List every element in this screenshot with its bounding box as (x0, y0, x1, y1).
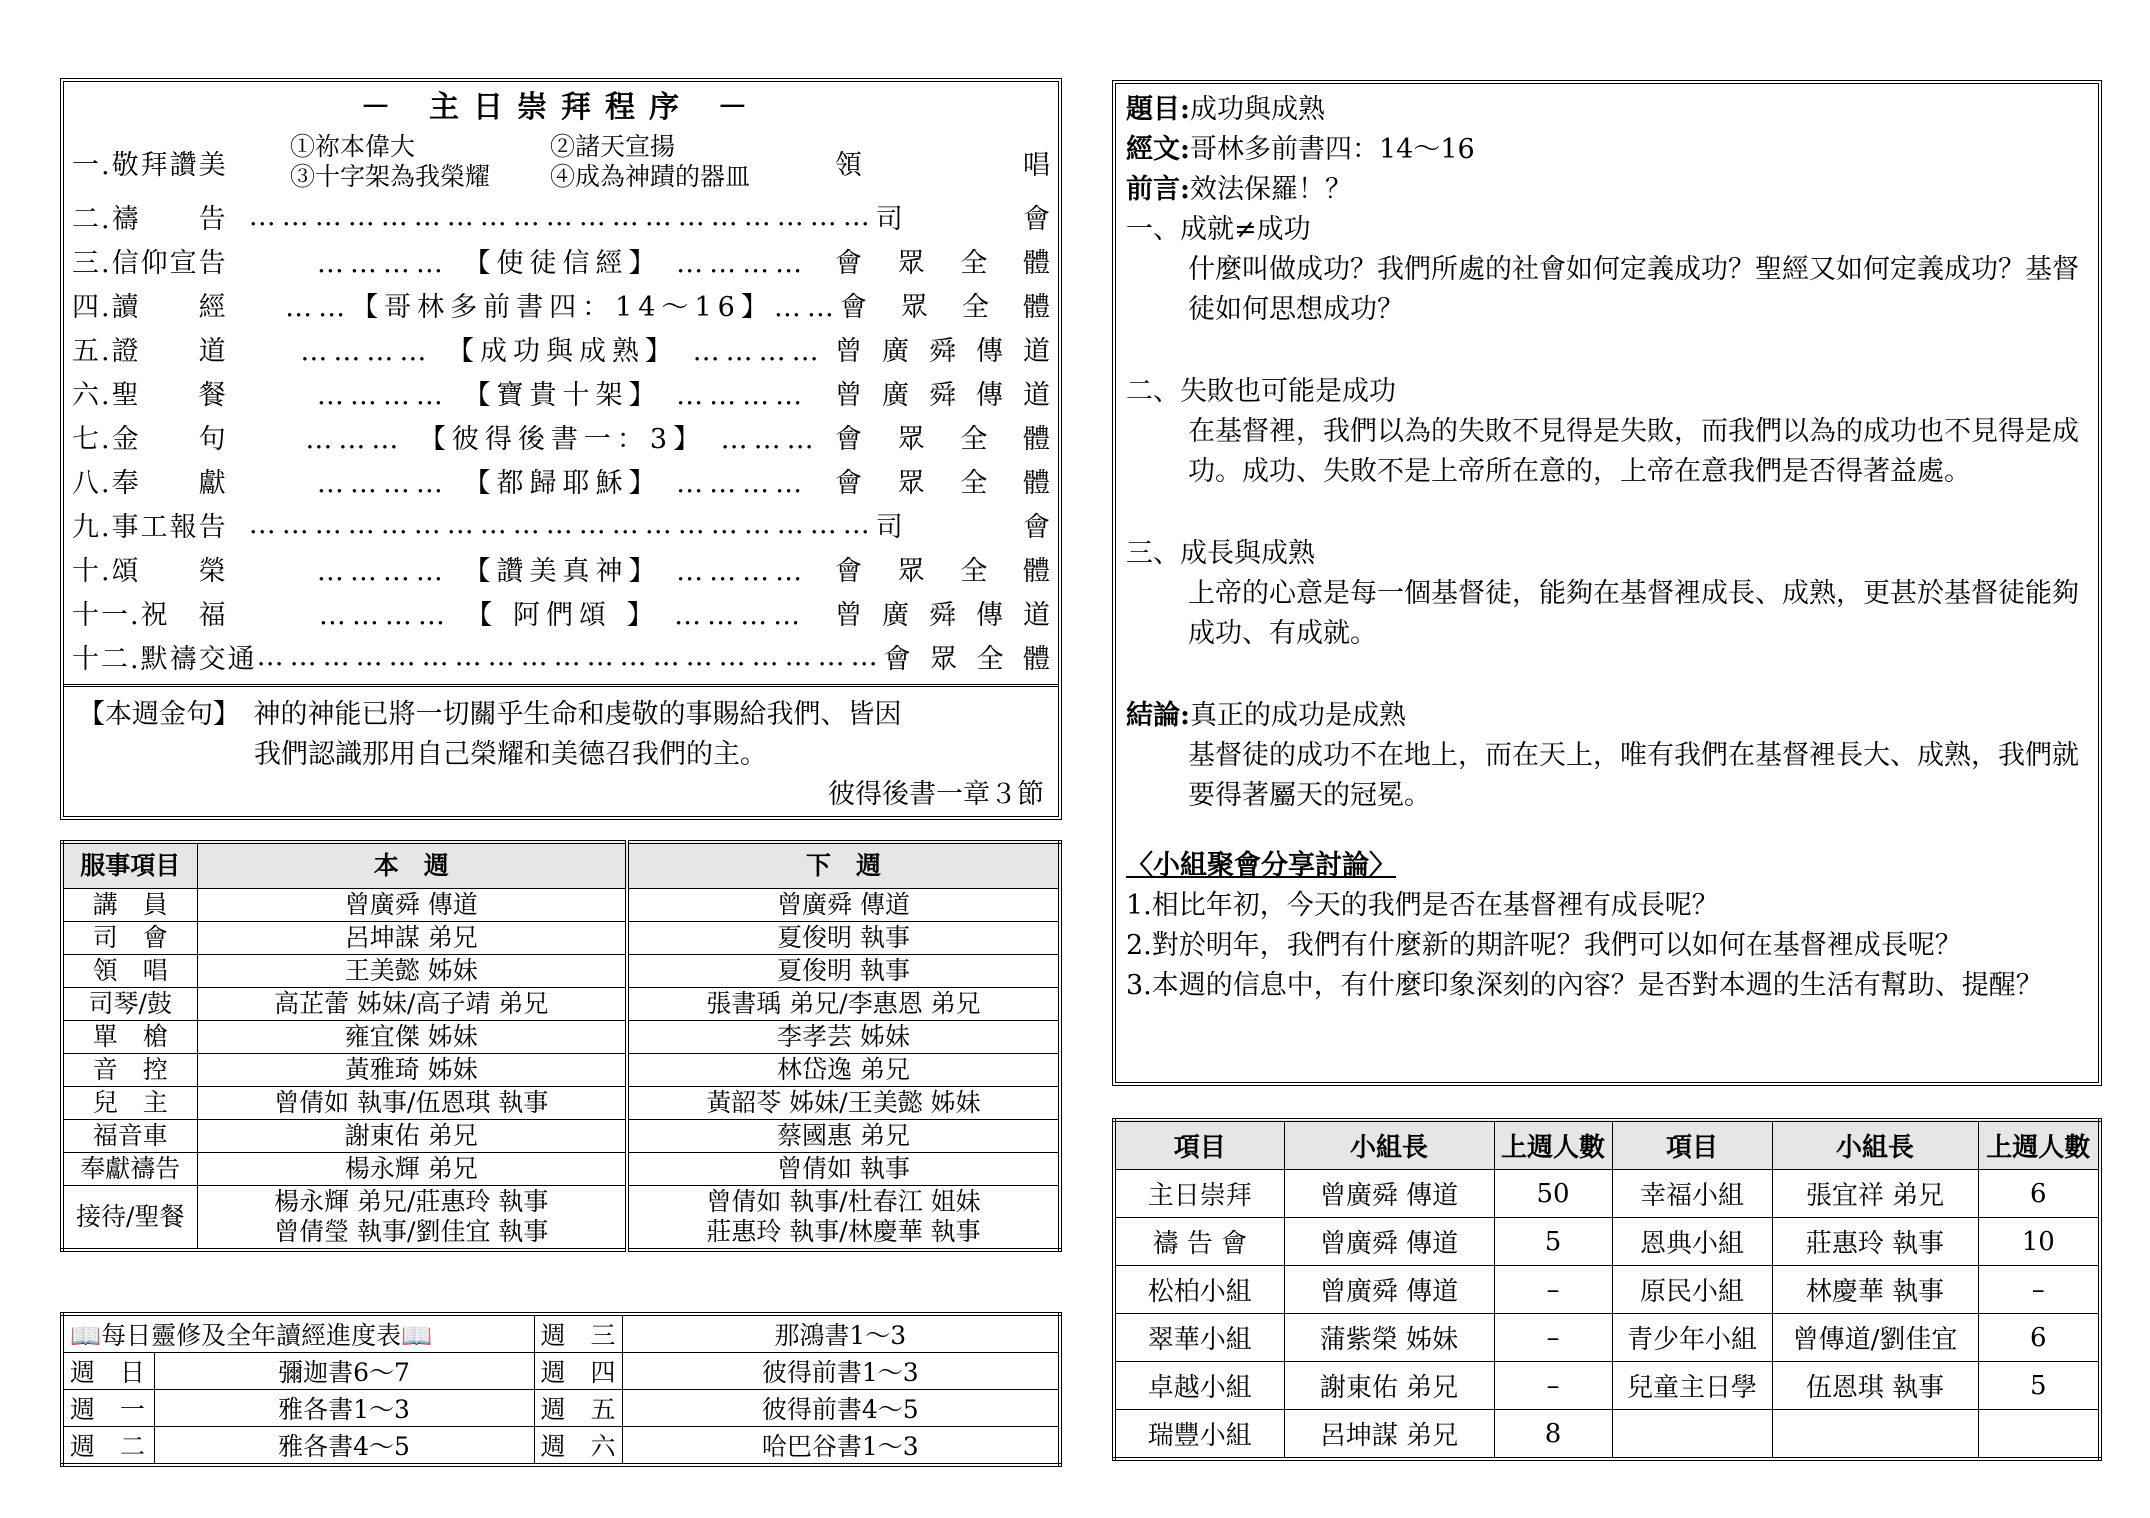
order-item-who: 會眾全體 (835, 423, 1050, 455)
order-item-content: ………… 【成功與成熟】 ………… (300, 335, 825, 367)
table-cell: – (1494, 1362, 1612, 1410)
table-cell: 領 唱 (62, 955, 197, 988)
reading-plan-title: 📖每日靈修及全年讀經進度表📖 (62, 1314, 534, 1353)
conclusion-label: 結論: (1126, 700, 1190, 731)
table-cell: 週 二 (62, 1427, 154, 1466)
order-item-who: 會眾全體 (835, 555, 1050, 587)
table-cell: 接待/聖餐 (62, 1186, 197, 1251)
table-cell: 8 (1494, 1410, 1612, 1460)
table-cell: – (1494, 1266, 1612, 1314)
order-item-who: 曾廣舜傳道 (835, 599, 1050, 631)
order-item-content: ………………………………………………… (256, 640, 884, 672)
table-row (1114, 1410, 2100, 1460)
table-cell: 司琴/鼓 (62, 988, 197, 1021)
sermon-conclusion (1126, 696, 2088, 736)
table-cell: 曾廣舜 傳道 (197, 889, 627, 922)
order-item-worship (72, 130, 1050, 194)
order-item-who: 會眾全體 (883, 643, 1050, 675)
table-cell: 謝東佑 弟兄 (197, 1120, 627, 1153)
order-item-label: 四.讀 經 (72, 291, 228, 323)
order-item-label: 六.聖 餐 (72, 379, 228, 411)
table-cell: 兒童主日學 (1612, 1362, 1772, 1410)
table-cell: 曾廣舜 傳道 (1284, 1218, 1494, 1266)
table-cell: 曾倩如 執事/伍恩琪 執事 (197, 1087, 627, 1120)
hymn-1: ①祢本偉大 (290, 132, 416, 161)
order-item-content: ………………………………………………… (248, 200, 876, 232)
table-cell: 福音車 (62, 1120, 197, 1153)
group-attendance-table (1112, 1118, 2102, 1461)
table-cell: 10 (1978, 1218, 2100, 1266)
table-cell: 黃韶苓 姊妹/王美懿 姊妹 (627, 1087, 1060, 1120)
table-cell: 瑞豐小組 (1114, 1410, 1284, 1460)
order-item (72, 414, 1050, 458)
order-item-who: 曾廣舜傳道 (835, 379, 1050, 411)
point-1-body: 什麼叫做成功？我們所處的社會如何定義成功？聖經又如何定義成功？基督徒如何思想成功？ (1188, 254, 2079, 325)
order-item (72, 282, 1050, 326)
table-cell: 50 (1494, 1170, 1612, 1218)
table-cell: 蔡國惠 弟兄 (627, 1120, 1060, 1153)
sermon-intro (1126, 170, 2088, 210)
table-cell: 雅各書1～3 (154, 1390, 534, 1427)
worship-order-panel (60, 78, 1062, 820)
table-cell: 青少年小組 (1612, 1314, 1772, 1362)
table-cell: 卓越小組 (1114, 1362, 1284, 1410)
table-cell: 呂坤謀 弟兄 (197, 922, 627, 955)
order-item-label: 九.事工報告 (72, 511, 228, 543)
table-cell: 翠華小組 (1114, 1314, 1284, 1362)
hymn-2: ②諸天宣揚 (550, 132, 676, 161)
table-cell: 司 會 (62, 922, 197, 955)
column-header: 服事項目 (62, 842, 197, 889)
point-2-heading: 二、失敗也可能是成功 (1126, 376, 1396, 407)
column-header: 項目 (1612, 1120, 1772, 1170)
reading-day: 週 三 (534, 1314, 622, 1353)
table-cell: 單 槍 (62, 1021, 197, 1054)
table-cell: 週 日 (62, 1353, 154, 1390)
table-cell: 週 六 (534, 1427, 622, 1466)
topic-label: 題目: (1126, 94, 1190, 125)
table-cell: 林慶華 執事 (1772, 1266, 1978, 1314)
table-row (62, 1186, 1060, 1251)
order-item-label: 八.奉 獻 (72, 467, 228, 499)
order-item-content: ……… 【彼得後書一：3】 ……… (305, 423, 820, 455)
table-cell: 彼得前書4～5 (622, 1390, 1060, 1427)
column-header: 小組長 (1284, 1120, 1494, 1170)
table-cell: 曾倩如 執事 (627, 1153, 1060, 1186)
table-cell: 奉獻禱告 (62, 1153, 197, 1186)
table-header-row (62, 842, 1060, 889)
order-item-label: 十一.祝 福 (72, 599, 228, 631)
table-cell: 6 (1978, 1314, 2100, 1362)
order-item-content: ………… 【 阿們頌 】 ………… (318, 599, 807, 631)
table-cell: 週 一 (62, 1390, 154, 1427)
verse-label: 【本週金句】 (78, 699, 227, 730)
column-header: 上週人數 (1978, 1120, 2100, 1170)
table-cell: 松柏小組 (1114, 1266, 1284, 1314)
table-row (1114, 1170, 2100, 1218)
reading-plan-table (60, 1312, 1062, 1467)
table-row (62, 1353, 1060, 1390)
table-cell: 高芷蕾 姊妹/高子靖 弟兄 (197, 988, 627, 1021)
table-row (62, 1054, 1060, 1087)
order-item-label: 十.頌 榮 (72, 555, 228, 587)
table-cell: 夏俊明 執事 (627, 955, 1060, 988)
verse-reference: 彼得後書一章３節 (828, 779, 1044, 810)
worship-order-title: － 主日崇拜程序 － (360, 90, 762, 125)
table-cell: 謝東佑 弟兄 (1284, 1362, 1494, 1410)
table-cell: 蒲紫榮 姊妹 (1284, 1314, 1494, 1362)
table-row (62, 988, 1060, 1021)
table-cell: 原民小組 (1612, 1266, 1772, 1314)
reading-book: 那鴻書1～3 (622, 1314, 1060, 1353)
cell-line: 曾倩瑩 執事/劉佳宜 執事 (274, 1217, 549, 1246)
order-item-content: ………… 【寶貴十架】 ………… (316, 379, 809, 411)
table-cell: 兒 主 (62, 1087, 197, 1120)
table-cell: 彼得前書1～3 (622, 1353, 1060, 1390)
table-row (62, 955, 1060, 988)
table-row (62, 922, 1060, 955)
order-item-label: 七.金 句 (72, 423, 228, 455)
table-row (1114, 1218, 2100, 1266)
discussion-question: 2.對於明年，我們有什麼新的期許呢？我們可以如何在基督裡成長呢？ (1126, 930, 1962, 961)
order-item (72, 502, 1050, 546)
point-3-body: 上帝的心意是每一個基督徒，能夠在基督裡成長、成熟，更甚於基督徒能夠成功、有成就。 (1188, 578, 2079, 649)
service-roster-table (60, 840, 1062, 1252)
service-roster-body (62, 889, 1060, 1251)
table-cell (197, 1186, 627, 1251)
column-header: 上週人數 (1494, 1120, 1612, 1170)
table-cell: 張宜祥 弟兄 (1772, 1170, 1978, 1218)
order-item-label: 一.敬拜讚美 (72, 149, 228, 181)
order-item-content: ……【哥林多前書四：14～16】…… (285, 291, 840, 323)
table-row (1114, 1362, 2100, 1410)
order-item-who: 曾廣舜傳道 (835, 335, 1050, 367)
scripture-label: 經文: (1126, 134, 1190, 165)
hymn-4: ④成為神蹟的器皿 (550, 162, 751, 191)
order-item-content: ………………………………………………… (248, 508, 876, 540)
sermon-outline-panel (1112, 80, 2102, 1086)
verse-line-2: 我們認識那用自己榮耀和美德召我們的主。 (254, 739, 767, 770)
table-row (62, 1314, 1060, 1353)
order-item-who: 會眾全體 (835, 467, 1050, 499)
discussion-question: 3.本週的信息中，有什麼印象深刻的內容？是否對本週的生活有幫助、提醒？ (1126, 970, 2043, 1001)
table-cell: 黃雅琦 姊妹 (197, 1054, 627, 1087)
verse-line-1: 神的神能已將一切關乎生命和虔敬的事賜給我們、皆因 (253, 699, 902, 730)
point-1-heading: 一、成就≠成功 (1126, 214, 1311, 245)
table-cell: 週 四 (534, 1353, 622, 1390)
table-cell: 雍宜傑 姊妹 (197, 1021, 627, 1054)
discussion-question: 1.相比年初，今天的我們是否在基督裡有成長呢？ (1126, 890, 1719, 921)
table-cell: 曾傳道/劉佳宜 (1772, 1314, 1978, 1362)
order-item-who: 司會 (875, 511, 1050, 543)
table-row (62, 1390, 1060, 1427)
order-item (72, 238, 1050, 282)
table-row (62, 1153, 1060, 1186)
table-row (62, 1021, 1060, 1054)
column-header: 本 週 (197, 842, 627, 889)
table-cell: 夏俊明 執事 (627, 922, 1060, 955)
table-cell: 禱 告 會 (1114, 1218, 1284, 1266)
table-row (62, 1087, 1060, 1120)
table-cell (1772, 1410, 1978, 1460)
table-cell: 伍恩琪 執事 (1772, 1362, 1978, 1410)
order-item-who: 會眾全體 (839, 291, 1050, 323)
table-cell (1612, 1410, 1772, 1460)
discussion-title: 〈小組聚會分享討論〉 (1126, 850, 1396, 881)
cell-line: 曾倩如 執事/杜春江 姐妹 (706, 1187, 981, 1216)
table-cell: 彌迦書6～7 (154, 1353, 534, 1390)
table-cell: 曾廣舜 傳道 (1284, 1266, 1494, 1314)
table-cell: 張書瑀 弟兄/李惠恩 弟兄 (627, 988, 1060, 1021)
topic-text: 成功與成熟 (1189, 94, 1325, 125)
table-cell: – (1494, 1314, 1612, 1362)
table-header-row (1114, 1120, 2100, 1170)
reading-plan-body (62, 1314, 1060, 1465)
order-item-content: ………… 【讚美真神】 ………… (316, 555, 809, 587)
column-header: 項目 (1114, 1120, 1284, 1170)
order-item-label: 三.信仰宣告 (72, 247, 228, 279)
point-2-body: 在基督裡，我們以為的失敗不見得是失敗，而我們以為的成功也不見得是成功。成功、失敗不是上帝所在意的，上帝在意我們是否得著益處。 (1188, 416, 2079, 487)
weekly-verse (64, 684, 1058, 823)
order-item (72, 326, 1050, 370)
order-item-label: 二.禱 告 (72, 203, 228, 235)
table-cell: 哈巴谷書1～3 (622, 1427, 1060, 1466)
table-cell: 雅各書4～5 (154, 1427, 534, 1466)
table-row (1114, 1266, 2100, 1314)
group-attendance-body (1114, 1170, 2100, 1460)
table-cell: 幸福小組 (1612, 1170, 1772, 1218)
table-cell (627, 1186, 1060, 1251)
order-items (72, 194, 1050, 678)
table-cell: 6 (1978, 1170, 2100, 1218)
conclusion-text: 真正的成功是成熟 (1189, 700, 1406, 731)
intro-label: 前言: (1126, 174, 1190, 205)
order-item-content: ………… 【都歸耶穌】 ………… (316, 467, 809, 499)
scripture-text: 哥林多前書四：14～16 (1189, 134, 1475, 165)
table-cell: – (1978, 1266, 2100, 1314)
cell-line: 莊惠玲 執事/林慶華 執事 (706, 1217, 981, 1246)
cell-line: 楊永輝 弟兄/莊惠玲 執事 (274, 1187, 549, 1216)
table-cell: 恩典小組 (1612, 1218, 1772, 1266)
order-item (72, 458, 1050, 502)
sermon-topic (1126, 90, 2088, 130)
point-3-heading: 三、成長與成熟 (1126, 538, 1315, 569)
table-cell: 音 控 (62, 1054, 197, 1087)
table-cell: 莊惠玲 執事 (1772, 1218, 1978, 1266)
order-item-label: 十二.默禱交通 (72, 643, 257, 675)
order-item (72, 590, 1050, 634)
table-row (1114, 1314, 2100, 1362)
table-cell: 王美懿 姊妹 (197, 955, 627, 988)
hymn-list (290, 132, 835, 192)
table-cell: 曾廣舜 傳道 (627, 889, 1060, 922)
table-cell: 呂坤謀 弟兄 (1284, 1410, 1494, 1460)
order-item-label: 五.證 道 (72, 335, 228, 367)
order-item-content: ………… 【使徒信經】 ………… (316, 247, 809, 279)
order-item-who: 領 唱 (835, 149, 1050, 181)
intro-text: 效法保羅！？ (1189, 174, 1352, 205)
order-item (72, 370, 1050, 414)
table-row (62, 1427, 1060, 1466)
column-header: 下 週 (627, 842, 1060, 889)
table-cell: 林岱逸 弟兄 (627, 1054, 1060, 1087)
table-cell: 5 (1978, 1362, 2100, 1410)
table-cell: 曾廣舜 傳道 (1284, 1170, 1494, 1218)
table-cell: 李孝芸 姊妹 (627, 1021, 1060, 1054)
table-cell: 楊永輝 弟兄 (197, 1153, 627, 1186)
table-cell: 講 員 (62, 889, 197, 922)
order-item-who: 司會 (875, 203, 1050, 235)
table-row (62, 889, 1060, 922)
table-cell: 週 五 (534, 1390, 622, 1427)
column-header: 小組長 (1772, 1120, 1978, 1170)
order-item (72, 546, 1050, 590)
table-cell: 5 (1494, 1218, 1612, 1266)
order-item-who: 會眾全體 (835, 247, 1050, 279)
order-item (72, 634, 1050, 678)
sermon-scripture (1126, 130, 2088, 170)
order-item (72, 194, 1050, 238)
hymn-3: ③十字架為我榮耀 (290, 162, 491, 191)
conclusion-body: 基督徒的成功不在地上，而在天上，唯有我們在基督裡長大、成熟，我們就要得著屬天的冠冕。 (1188, 740, 2079, 811)
table-row (62, 1120, 1060, 1153)
table-cell: 主日崇拜 (1114, 1170, 1284, 1218)
table-cell (1978, 1410, 2100, 1460)
